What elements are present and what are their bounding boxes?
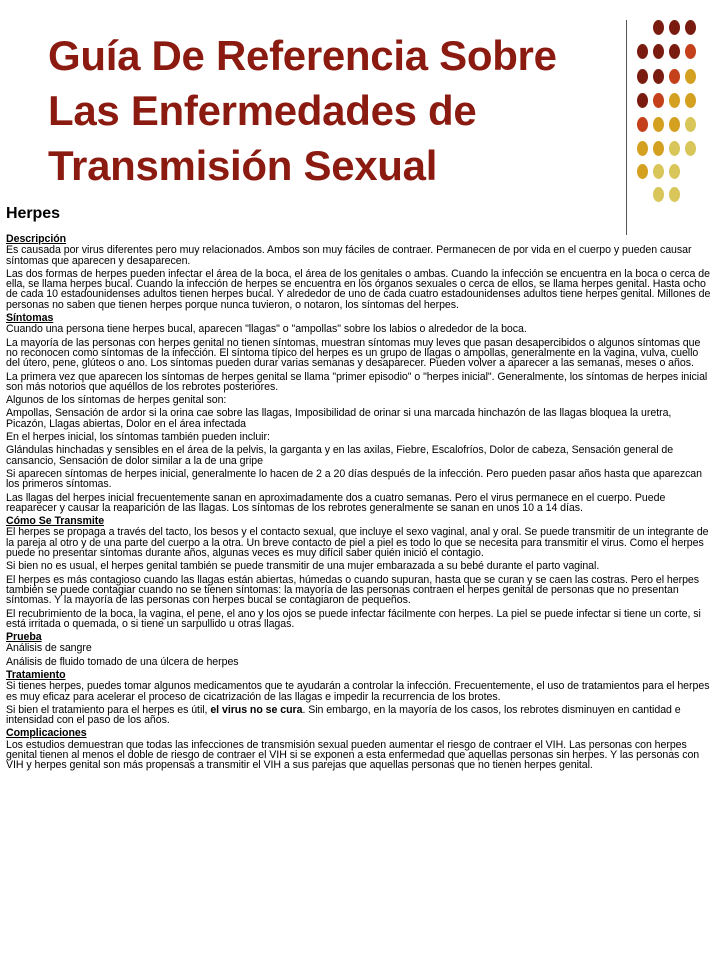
decorative-dot: [653, 141, 664, 156]
decorative-divider: [626, 20, 627, 235]
decorative-dot: [669, 44, 680, 59]
decorative-dot: [669, 117, 680, 132]
heading-prueba: Prueba: [6, 631, 42, 644]
decorative-dot: [653, 164, 664, 179]
paragraph: El herpes es más contagioso cuando las llagas están abiertas, húmedas o cuando supuran, hasta que se curan y se caen las costras. Pero el herpes también se puede contagiar cuando no se tienen síntomas: la mayoría de las personas contraen el herpes genital de personas que no presentan síntomas. Y la mayoría de las personas con herpes bucal se contagiaron de pequeños.: [6, 573, 699, 607]
heading-tratamiento: Tratamiento: [6, 668, 66, 681]
decorative-dot: [685, 44, 696, 59]
decorative-dot: [685, 93, 696, 108]
decorative-dot: [653, 187, 664, 202]
decorative-dot: [669, 69, 680, 84]
paragraph: Las dos formas de herpes pueden infectar el área de la boca, el área de los genitales o ambas. Cuando la infección se encuentra en la boca o cerca de ella, se llama herpes bucal. Cuando la infección de herpes se encuentra en los órganos sexuales o cerca de ellos, se llama herpes genital. Hasta ocho de cada 10 estadounidenses adultos tienen herpes bucal. Y alrededor de uno de cada cuatro estadounidenses adultos tiene herpes genital. Millones de personas no saben que tienen herpes porque nunca tuvieron, o notaron, los síntomas del herpes.: [6, 267, 711, 311]
heading-transmite: Cómo Se Transmite: [6, 515, 105, 528]
decorative-dot: [685, 20, 696, 35]
page-title: Guía De Referencia Sobre Las Enfermedades de Transmisión Sexual: [48, 32, 557, 189]
paragraph: La mayoría de las personas con herpes genital no tienen síntomas, muestran síntomas muy leves que pasan desapercibidos o algunos síntomas que no reconocen como síntomas de la infección. El síntoma típico del herpes es un grupo de llagas o ampollas, generalmente en la vagina, vulva, cuello del útero, pene, glúteos o ano. Los síntomas pueden durar varias semanas y desaparecer. Pueden volver a aparecer a las semanas, meses o años.: [6, 336, 701, 370]
text-run: . Sin embargo, en la mayoría de los casos, los rebrotes disminuyen en cantidad e intensidad con el paso de los años.: [6, 703, 681, 727]
paragraph: El recubrimiento de la boca, la vagina, el pene, el ano y los ojos se puede infectar fácilmente con herpes. La piel se puede infectar si tiene un corte, si está irritada o quemada, o si tiene un sarpullido u otras llagas.: [6, 607, 701, 630]
decorative-dot: [669, 141, 680, 156]
decorative-dot: [653, 69, 664, 84]
decorative-dot: [669, 93, 680, 108]
paragraph: Si aparecen síntomas de herpes inicial, generalmente lo hacen de 2 a 20 días después de la infección. Pero pueden pasar años hasta que aparezcan los primeros síntomas.: [6, 467, 702, 491]
section-title: Herpes: [6, 205, 60, 222]
text-run: Si bien el tratamiento para el herpes es útil,: [6, 703, 211, 716]
paragraph: En el herpes inicial, los síntomas también pueden incluir:: [6, 431, 270, 444]
decorative-dot: [653, 117, 664, 132]
decorative-dot: [637, 164, 648, 179]
paragraph: Algunos de los síntomas de herpes genital son:: [6, 394, 227, 407]
paragraph: Glándulas hinchadas y sensibles en el área de la pelvis, la garganta y en las axilas, Fiebre, Escalofríos, Dolor de cabeza, Sensación general de cansancio, Sensación de dolor similar a la de una gripe: [6, 444, 674, 467]
decorative-dot: [653, 44, 664, 59]
decorative-dot: [653, 93, 664, 108]
heading-complicaciones: Complicaciones: [6, 727, 87, 740]
paragraph: Si tienes herpes, puedes tomar algunos medicamentos que te ayudarán a controlar la infección. Frecuentemente, el uso de tratamientos para el herpes es muy eficaz para acelerar el proceso de cicatrización de las llagas e impedir la recurrencia de los brotes.: [6, 680, 710, 703]
decorative-dot: [685, 117, 696, 132]
paragraph: La primera vez que aparecen los síntomas de herpes genital se llama "primer episodio" o "herpes inicial". Generalmente, los síntomas de herpes inicial son más notorios que aquéllos de los rebrotes posteriores.: [6, 370, 708, 393]
decorative-dot: [669, 187, 680, 202]
decorative-dot: [637, 93, 648, 108]
decorative-dot: [637, 141, 648, 156]
paragraph: Cuando una persona tiene herpes bucal, aparecen "llagas" o "ampollas" sobre los labios o alrededor de la boca.: [6, 323, 527, 336]
paragraph: Las llagas del herpes inicial frecuentemente sanan en aproximadamente dos a cuatro semanas. Pero el virus permanece en el cuerpo. Puede reaparecer y causar la reaparición de las llagas. Los síntomas de los rebrotes generalmente se sanan en unos 10 a 14 días.: [6, 491, 666, 514]
decorative-dot: [637, 69, 648, 84]
decorative-dot: [653, 20, 664, 35]
paragraph: El herpes se propaga a través del tacto, los besos y el contacto sexual, que incluye el sexo vaginal, anal y oral. Se puede transmitir de un integrante de la pareja al otro y de una parte del cuerpo a la otra. Un breve contacto de piel a piel es todo lo que se necesita para transmitir el virus. Como el herpes puede no presentar síntomas durante años, algunas veces es muy difícil saber quién inició el contagio.: [6, 526, 709, 560]
decorative-dot: [685, 141, 696, 156]
decorative-dot: [637, 117, 648, 132]
emphasis-text: el virus no se cura: [210, 703, 303, 716]
heading-descripcion: Descripción: [6, 233, 67, 245]
paragraph: [6, 705, 712, 726]
paragraph: Es causada por virus diferentes pero muy relacionados. Ambos son muy fáciles de contraer. Permanecen de por vida en el cuerpo y pueden causar síntomas que aparecen y desaparecen.: [6, 244, 692, 267]
heading-sintomas: Síntomas: [6, 312, 54, 325]
decorative-dot: [685, 69, 696, 84]
decorative-dot: [637, 44, 648, 59]
paragraph: Análisis de fluido tomado de una úlcera de herpes: [6, 655, 239, 668]
paragraph: Ampollas, Sensación de ardor si la orina cae sobre las llagas, Imposibilidad de orinar si una marcada hinchazón de las llagas bloquea la uretra, Picazón, Llagas abiertas, Dolor en el área infectada: [6, 407, 672, 430]
decorative-dot: [669, 20, 680, 35]
document-body: [6, 205, 712, 774]
paragraph: Si bien no es usual, el herpes genital también se puede transmitir de una mujer embarazada a su bebé durante el parto vaginal.: [6, 560, 600, 573]
paragraph: Análisis de sangre: [6, 642, 92, 655]
decorative-dot: [669, 164, 680, 179]
paragraph: Los estudios demuestran que todas las infecciones de transmisión sexual pueden aumentar el riesgo de contraer el VIH. Las personas con herpes genital tienen al menos el doble de riesgo de contraer el VIH si se exponen a esta enfermedad que aquellas personas sin herpes. Y las personas con VIH y herpes genital son más propensas a transmitir el VIH a sus parejas que aquellas personas que no tienen herpes genital.: [6, 738, 700, 772]
